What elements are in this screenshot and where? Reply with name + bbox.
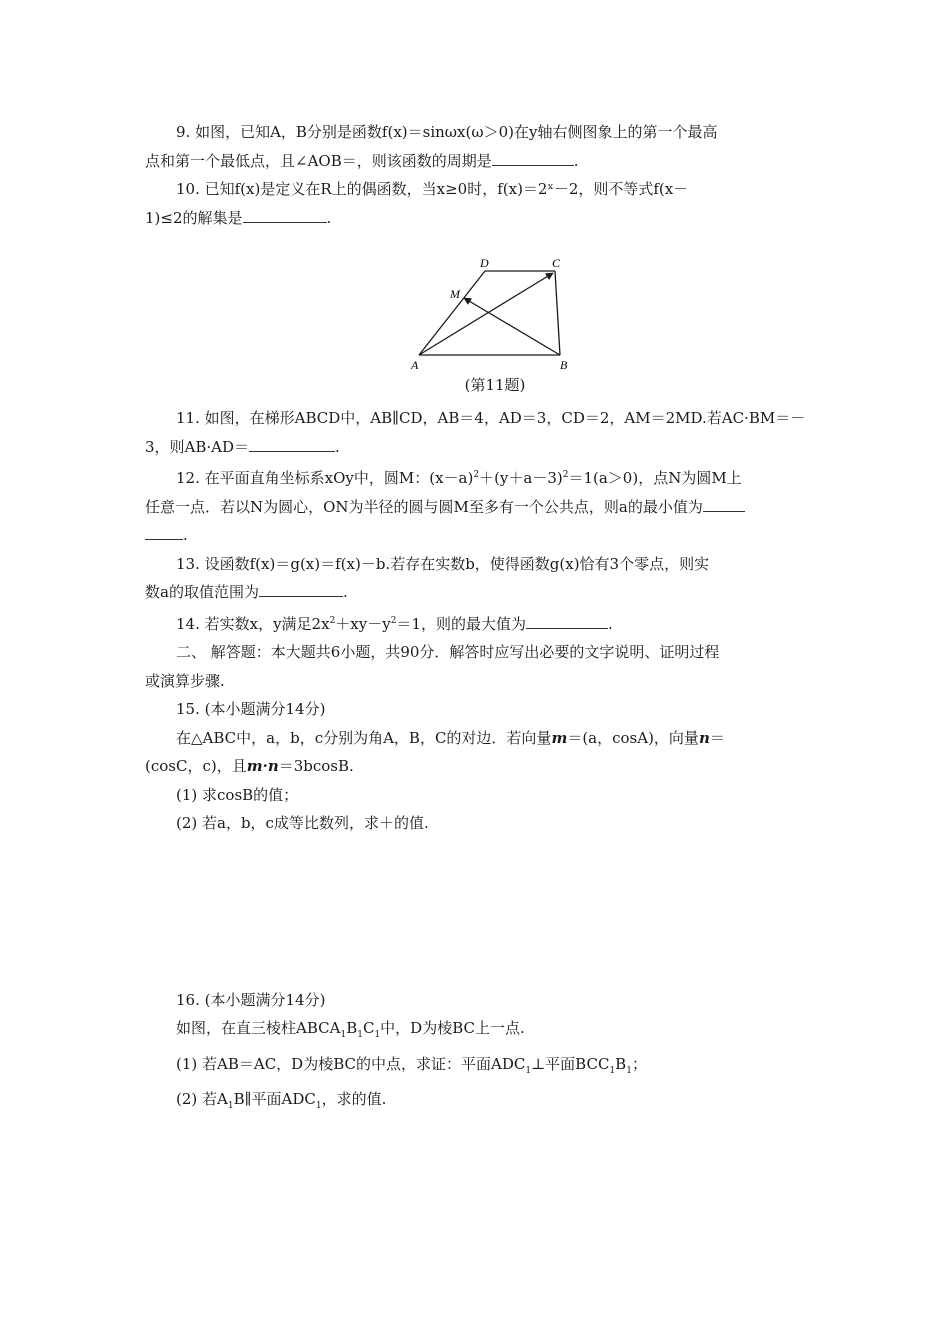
q9-text: 点和第一个最低点，且∠AOB＝，则该函数的周期是 [145, 151, 492, 170]
vector-ac [419, 273, 553, 355]
dot-product: · [262, 757, 268, 775]
q14-text-c: ＝1，则的最大值为 [396, 614, 526, 633]
q12-sup-a: 2 [473, 470, 480, 480]
q15-part1: (1) 求cosB的值； [176, 785, 299, 804]
trapezoid-diagram [410, 255, 580, 375]
q11-tail: . [335, 437, 340, 456]
q16-text-b: B [346, 1019, 358, 1037]
q14-text-a: 14. 若实数x，y满足2x [176, 614, 330, 633]
subscript: 1 [374, 1030, 381, 1040]
q13-tail: . [342, 583, 348, 601]
q12-tail: . [183, 526, 188, 544]
q16-part2-c: ，求的值. [321, 1090, 387, 1108]
side-ad [419, 271, 485, 355]
label-a: A [411, 358, 419, 372]
subscript: 1 [609, 1065, 616, 1076]
q16-text-c: C [362, 1019, 375, 1037]
q12-line2 [145, 493, 810, 522]
q15-line2 [145, 752, 810, 781]
q16-text-d: 中，D为棱BC上一点. [380, 1019, 525, 1037]
answer-blank[interactable] [703, 494, 745, 512]
q16-part1-c: B [615, 1054, 627, 1073]
answer-blank[interactable] [259, 579, 343, 597]
q16-part2-a: (2) 若A [176, 1090, 228, 1108]
q12-text-a: 12. 在平面直角坐标系xOy中，圆M：(x－a) [176, 469, 474, 487]
vector-m: m [551, 728, 568, 747]
q13-line2 [145, 578, 810, 607]
subscript: 1 [315, 1101, 322, 1111]
q13-text: 数a的取值范围为 [145, 583, 259, 601]
q11-line1: 11. 如图，在梯形ABCD中，AB∥CD，AB＝4，AD＝3，CD＝2，AM＝2MD.若AC·BM＝－ [176, 409, 806, 427]
q12-sup-b: 2 [562, 470, 569, 480]
q14-line1 [145, 607, 810, 639]
subscript: 1 [525, 1065, 532, 1076]
q12-line3 [145, 521, 810, 550]
answer-blank[interactable] [249, 434, 335, 452]
q16-part1-b: ⊥平面BCC [531, 1054, 610, 1073]
subscript: 1 [340, 1030, 347, 1040]
label-d: D [480, 256, 489, 270]
q15-line1 [145, 724, 810, 753]
answer-blank-continued[interactable] [145, 522, 183, 540]
vector-n: n [698, 728, 710, 747]
q14-text-b: ＋xy－y [335, 614, 391, 633]
q15-text-b: ＝(a，cosA)，向量 [567, 728, 699, 747]
answer-blank[interactable] [492, 148, 574, 166]
q12-text-c: ＝1(a＞0)，点N为圆M上 [568, 469, 742, 487]
q14-sup-a: 2 [329, 615, 336, 626]
subscript: 1 [227, 1101, 234, 1111]
q15-text-c: ＝ [709, 728, 725, 747]
q15-header: 15. (本小题满分14分) [176, 700, 326, 718]
section2-line2: 或演算步骤. [145, 671, 225, 690]
q16-part1-a: (1) 若AB＝AC，D为棱BC的中点，求证：平面ADC [176, 1054, 526, 1073]
subscript: 1 [357, 1030, 363, 1040]
q9-tail: . [573, 151, 579, 170]
q16-part2-b: B∥平面ADC [233, 1090, 316, 1108]
label-c: C [552, 256, 561, 270]
q16-header: 16. (本小题满分14分) [176, 990, 326, 1009]
q11-text: 3，则AB·AD＝ [145, 437, 250, 456]
section2-heading: 二、 解答题：本大题共6小题，共90分．解答时应写出必要的文字说明、证明过程 [176, 643, 720, 661]
q15-text-d: (cosC，c)，且 [145, 757, 247, 775]
q10-line2 [145, 204, 810, 233]
q15-part2: (2) 若a，b，c成等比数列，求＋的值. [176, 814, 429, 832]
subscript: 1 [626, 1065, 632, 1076]
q10-line1: 10. 已知f(x)是定义在R上的偶函数，当x≥0时，f(x)＝2ˣ－2，则不等式f(x－ [176, 180, 689, 198]
q11-line2 [145, 433, 810, 462]
vector-n: n [267, 757, 279, 775]
vector-bm [464, 298, 560, 355]
q14-sup-b: 2 [390, 615, 397, 626]
q16-text-a: 如图，在直三棱柱ABCA [176, 1019, 341, 1037]
q16-part1-d: ； [631, 1054, 647, 1073]
label-b: B [560, 358, 568, 372]
q16-part1 [145, 1050, 810, 1086]
trapezoid-figure [410, 255, 580, 400]
q14-tail: . [608, 614, 613, 633]
q12-line1 [145, 461, 810, 493]
q9-line2 [145, 147, 810, 176]
answer-blank[interactable] [243, 205, 327, 223]
figure-caption: (第11题) [464, 376, 526, 394]
q10-tail: . [326, 208, 332, 227]
q16-line1 [145, 1014, 810, 1050]
q9-line1: 9. 如图，已知A，B分别是函数f(x)＝sinωx(ω＞0)在y轴右侧图象上的第一个最高 [176, 123, 718, 141]
side-bc [555, 271, 560, 355]
label-m: M [450, 287, 460, 301]
q10-text: 1)≤2的解集是 [145, 208, 243, 227]
q12-text-b: ＋(y＋a－3) [479, 469, 563, 487]
q12-text: 任意一点．若以N为圆心，ON为半径的圆与圆M至多有一个公共点，则a的最小值为 [145, 497, 703, 516]
vector-m: m [246, 757, 263, 775]
q13-line1: 13. 设函数f(x)＝g(x)＝f(x)－b.若存在实数b，使得函数g(x)恰有3个零点，则实 [176, 554, 710, 573]
q15-text-e: ＝3bcosB. [278, 757, 354, 775]
answer-blank[interactable] [526, 611, 608, 629]
answer-space [145, 838, 810, 986]
q16-part2 [145, 1085, 810, 1121]
q15-text-a: 在△ABC中，a，b，c分别为角A，B，C的对边．若向量 [176, 728, 552, 747]
